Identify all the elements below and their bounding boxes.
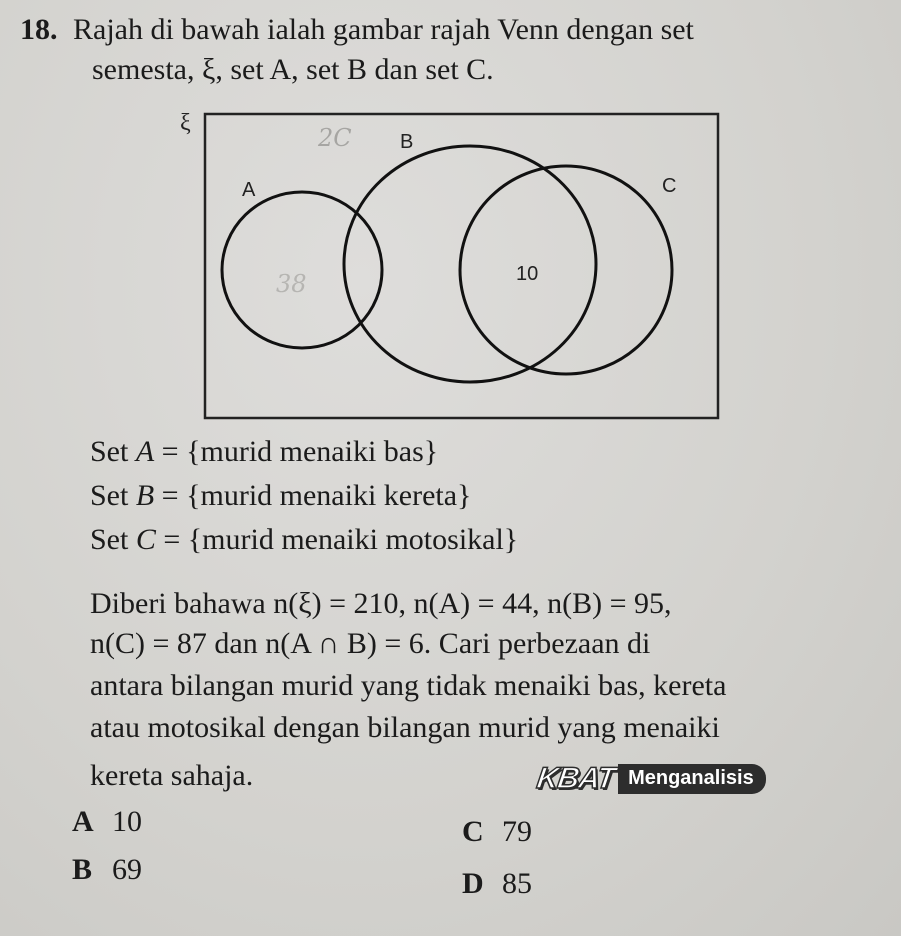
set-c-label: C [662,175,677,197]
question-number: 18. [20,13,58,46]
region-b-and-c-value: 10 [516,263,539,285]
option-d[interactable] [462,866,532,902]
option-c-letter: C [462,815,484,848]
pencil-note-top: 2C [318,124,352,152]
set-c-circle [460,166,672,374]
given-line-4: atau motosikal dengan bilangan murid yang menaiki [90,711,720,744]
given-line-2: n(C) = 87 dan n(A ∩ B) = 6. Cari perbezaan di [90,627,651,660]
kbat-tag: Menganalisis [618,764,766,794]
option-a[interactable] [72,804,142,840]
given-line-1: Diberi bahawa n(ξ) = 210, n(A) = 44, n(B) = 95, [90,587,672,620]
option-d-letter: D [462,867,484,900]
set-a-definition: Set A = {murid menaiki bas} [90,435,439,468]
universal-set-label: ξ [180,110,191,136]
pencil-note-a: 38 [276,270,307,298]
kbat-badge [534,762,766,796]
option-b-value: 69 [112,853,142,886]
given-line-5: kereta sahaja. [90,759,254,792]
venn-diagram [170,100,730,430]
question-line-2: semesta, ξ, set A, set B dan set C. [92,53,494,86]
option-b-letter: B [72,853,93,886]
kbat-logo: KBAT [534,762,617,795]
option-c-value: 79 [502,815,532,848]
option-a-letter: A [72,805,94,838]
set-a-label: A [242,179,256,201]
set-c-definition: Set C = {murid menaiki motosikal} [90,523,519,556]
question-text-1: Rajah di bawah ialah gambar rajah Venn dengan set [73,13,694,46]
option-a-value: 10 [112,805,142,838]
set-b-label: B [400,131,414,153]
option-c[interactable] [462,814,532,850]
option-d-value: 85 [502,867,532,900]
question-line-1 [20,12,694,48]
set-b-definition: Set B = {murid menaiki kereta} [90,479,472,512]
option-b[interactable] [72,852,142,888]
given-line-3: antara bilangan murid yang tidak menaiki bas, kereta [90,669,727,702]
